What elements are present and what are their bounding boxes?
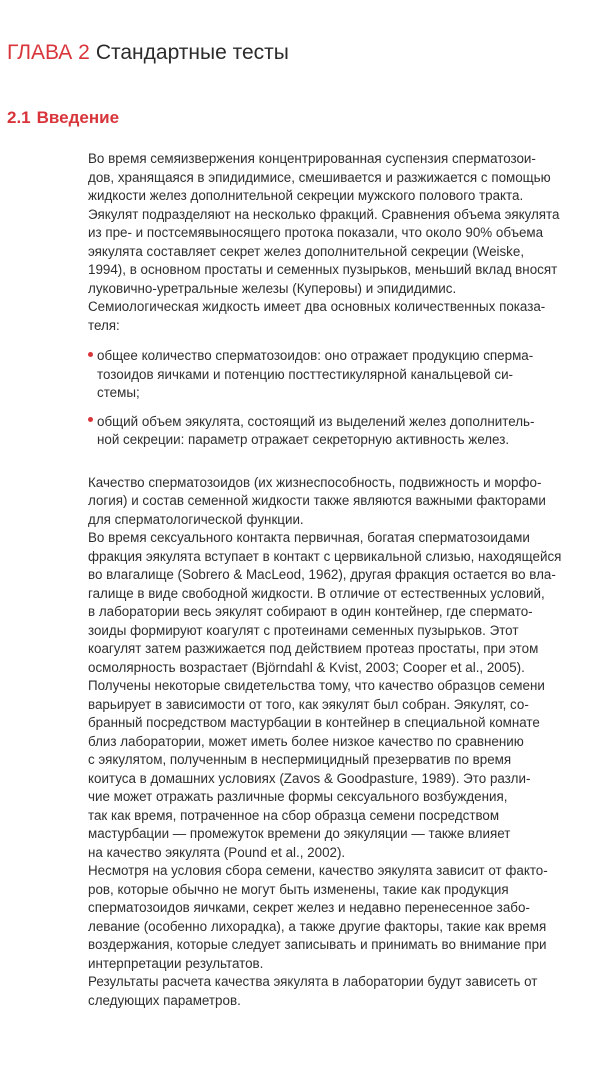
text-line: общий объем эякулята, состоящий из выделений желез дополнитель- [97,413,535,429]
text-line: так как время, потраченное на сбор образца семени посредством [88,807,500,823]
text-line: осмолярность возрастает (Björndahl & Kvist, 2003; Cooper et al., 2005). [88,659,525,675]
text-line: Эякулят подразделяют на несколько фракций. Сравнения объема эякулята [88,206,560,222]
text-line: Получены некоторые свидетельства тому, что качество образцов семени [88,678,545,693]
chapter-label: ГЛАВА 2 [7,41,90,64]
text-line: эякулята составляет секрет желез дополнительной секреции (Weiske, [88,243,525,259]
text-line: ной секреции: параметр отражает секреторную активность желез. [97,432,510,447]
text-line: варьирует в зависимости от того, как эякулят был собран. Эякулят, со- [88,696,529,712]
bullet-icon [88,417,93,422]
text-line: 1994), в основном простаты и семенных пузырьков, меньший вклад вносят [88,262,558,277]
body-text [88,150,596,1010]
text-line: из пре- и постсемявыносящего протока показали, что около 90% объема [88,225,544,240]
text-line: зоиды формируют коагулят с протеинами семенных пузырьков. Этот [88,622,519,638]
bullet-item-ejaculate-volume [88,413,596,450]
text-line: Во время сексуального контакта первичная, богатая сперматозоидами [88,530,530,545]
text-line: коитуса в домашних условиях (Zavos & Goodpasture, 1989). Это разли- [88,770,531,786]
section-title: Введение [36,108,120,127]
spacer [88,335,596,347]
text-line: общее количество сперматозоидов: оно отражает продукцию сперма- [97,348,534,363]
text-line: Во время семяизвержения концентрированная суспензия сперматозои- [88,151,536,166]
text-line: стемы; [97,385,140,400]
chapter-heading [7,40,289,66]
text-line: жидкости желез дополнительной секреции мужского полового тракта. [88,188,524,203]
text-line: на качество эякулята (Pound et al., 2002). [88,844,346,860]
text-line: дов, хранящаяся в эпидидимисе, смешивается и разжижается с помощью [88,169,551,185]
text-line: теля: [88,317,120,333]
text-line: галище в виде свободной жидкости. В отличие от естественных условий, [88,585,545,601]
text-line: Семиологическая жидкость имеет два основных количественных показа- [88,299,546,314]
text-line: Несмотря на условия сбора семени, качество эякулята зависит от факто- [88,863,548,878]
text-line: ров, которые обычно не могут быть изменены, такие как продукция [88,881,509,897]
text-line: мастурбации — промежуток времени до эякуляции — также влияет [88,826,511,841]
chapter-title: Стандартные тесты [95,41,289,64]
paragraph-intro [88,150,596,335]
bullet-first-line [88,347,596,366]
text-line: в лаборатории весь эякулят собирают в один контейнер, где спермато- [88,604,533,619]
spacer [88,462,596,474]
text-line: чие может отражать различные формы сексуального возбуждения, [88,789,508,804]
section-heading [7,107,119,129]
text-line: Результаты расчета качества эякулята в лаборатории будут зависеть от [88,974,538,989]
text-line: коагулят затем разжижается под действием протеаз простаты, при этом [88,641,539,656]
bullet-icon [88,352,93,357]
text-line: с эякулятом, полученным в неспермицидный презерватив по время [88,752,512,767]
text-line: луковично-уретральные железы (Куперовы) и эпидидимис. [88,280,457,296]
bullet-first-line [88,413,596,432]
text-line: для сперматологической функции. [88,511,304,527]
text-line: Качество сперматозоидов (их жизнеспособность, подвижность и морфо- [88,474,542,490]
text-line: сперматозоидов яичками, секрет желез и недавно перенесенное забо- [88,900,530,915]
section-number: 2.1 [7,108,31,127]
text-line: близ лаборатории, может иметь более низкое качество по сравнению [88,733,524,749]
paragraph-main [88,474,596,1011]
text-line: интерпретации результатов. [88,955,264,971]
text-line: левание (особенно лихорадка), а также другие факторы, такие как время [88,918,547,934]
text-line: во влагалище (Sobrero & MacLeod, 1962), другая фракция остается во вла- [88,567,556,582]
text-line: тозоидов яичками и потенцию посттестикулярной канальцевой си- [97,366,514,382]
text-line: воздержания, которые следует записывать и принимать во внимание при [88,937,547,952]
bullet-item-sperm-count [88,347,596,403]
text-line: бранный посредством мастурбации в контейнер в специальной комнате [88,715,540,730]
text-line: логия) и состав семенной жидкости также являются важными факторами [88,493,546,508]
spacer [88,450,596,462]
text-line: следующих параметров. [88,992,241,1008]
text-line: фракция эякулята вступает в контакт с цервикальной слизью, находящейся [88,548,562,564]
